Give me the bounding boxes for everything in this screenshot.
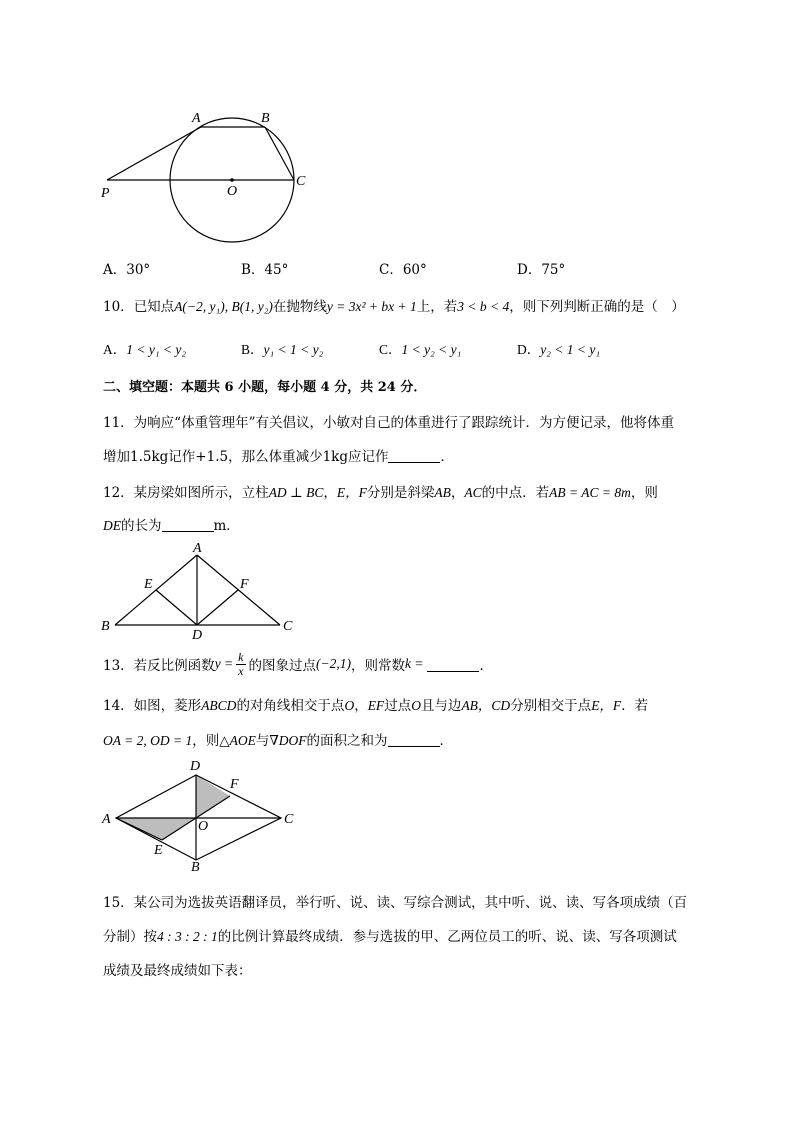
label-f: F [230,777,239,792]
center-dot [230,178,234,182]
label-e: E [154,843,163,858]
q10-stem: 10．已知点A(−2, y₁), B(1, y₂)在抛物线y = 3x² + bx + 1上，若3 < b < 4，则下列判断正确的是（ ） [103,299,685,315]
label-c: C [284,812,294,827]
q12-answer-blank[interactable] [162,517,214,532]
label-o: O [198,819,209,834]
label-d: D [190,759,201,774]
label-c: C [296,174,306,189]
q15-line2: 分制）按4 : 3 : 2 : 1的比例计算最终成绩．参与选拔的甲、乙两位员工的听、说、读、写各项测试 [103,929,677,945]
q9-option-c: C．60° [379,262,427,278]
q10-option-c: C．1 < y₂ < y₁ [379,342,462,357]
q11-line1: 11．为响应“体重管理年”有关倡议，小敏对自己的体重进行了跟踪统计．为方便记录，他将体重 [103,415,674,431]
label-a: A [192,111,201,126]
q10-option-a: A．1 < y₁ < y₂ [103,342,187,357]
q15-line1: 15．某公司为选拔英语翻译员，举行听、说、读、写综合测试，其中听、说、读、写各项成绩（百 [103,895,688,911]
label-p: P [101,186,110,201]
q10-option-d: D．y₂ < 1 < y₁ [517,342,601,357]
q12-line1: 12．某房梁如图所示，立柱AD ⊥ BC，E，F分别是斜梁AB，AC的中点．若AB = AC = 8m，则 [103,485,658,501]
section-title: 二、填空题：本题共 6 小题，每小题 4 分，共 24 分． [103,380,427,395]
label-f: F [240,577,249,592]
label-e: E [144,577,153,592]
q10-option-b: B．y₁ < 1 < y₂ [241,342,324,357]
label-b: B [101,619,110,634]
label-a: A [102,812,111,827]
q12-figure [100,540,300,643]
q13-answer-blank[interactable] [427,657,479,672]
q9-option-b: B．45° [241,262,289,278]
label-d: D [192,628,203,643]
q14-figure [98,758,308,873]
label-b: B [191,860,200,875]
label-b: B [261,111,270,126]
segment-bc [265,127,294,180]
q14-line1: 14．如图，菱形ABCD的对角线相交于点O，EF过点O且与边AB，CD分别相交于点E，F．若 [103,698,649,714]
q13-stem: 13．若反比例函数 y = $\frac{k}{x}$ 的图象过点 (−2,1) ，则常数 k = ． [103,649,493,678]
segment-de [156,590,197,625]
q11-line2: 增加1.5kg记作+1.5，那么体重减少1kg应记作 ． [103,449,454,465]
q14-answer-blank[interactable] [388,732,440,747]
q12-line2: DE的长为 m． [103,518,240,534]
label-o: O [227,184,238,199]
fraction: $\frac{k}{x}$ [238,649,244,678]
q15-line3: 成绩及最终成绩如下表： [103,963,252,979]
label-c: C [283,619,293,634]
segment-df [197,590,238,625]
label-a: A [193,541,202,556]
shaded-dof [196,775,230,818]
q9-figure [95,105,325,255]
q11-answer-blank[interactable] [388,448,440,463]
q9-option-a: A．30° [103,262,151,278]
q14-line2: OA = 2, OD = 1，则△AOE与∇DOF的面积之和为 ． [103,733,454,749]
segment-pa [107,127,201,180]
q9-option-d: D．75° [517,262,566,278]
